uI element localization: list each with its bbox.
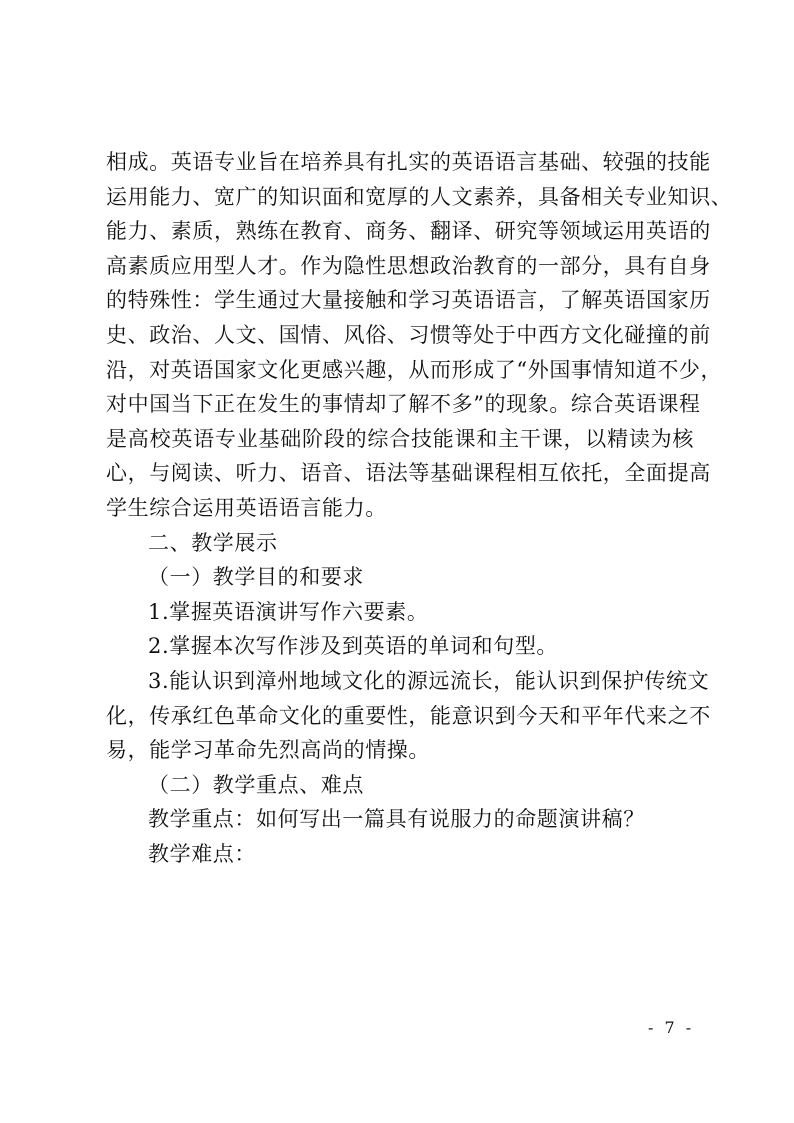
- key-point-text: 教学重点：如何写出一篇具有说服力的命题演讲稿？: [148, 807, 645, 832]
- subsection-heading-key-points: （二）教学重点、难点: [148, 772, 364, 797]
- difficult-point-text: 教学难点：: [148, 841, 256, 866]
- paragraph-line: 高素质应用型人才。作为隐性思想政治教育的一部分，具有自身: [106, 253, 711, 278]
- section-heading: 二、教学展示: [148, 530, 278, 555]
- page-number: - 7 -: [648, 1018, 695, 1037]
- paragraph-line: 沿，对英语国家文化更感兴趣，从而形成了“外国事情知道不少，: [106, 357, 723, 382]
- paragraph-line: 是高校英语专业基础阶段的综合技能课和主干课，以精读为核: [106, 426, 694, 451]
- paragraph-line: 运用能力、宽广的知识面和宽厚的人文素养，具备相关专业知识、: [106, 184, 733, 209]
- paragraph-line: 的特殊性：学生通过大量接触和学习英语语言，了解英语国家历: [106, 288, 711, 313]
- paragraph-line: 相成。英语专业旨在培养具有扎实的英语语言基础、较强的技能: [106, 150, 711, 174]
- paragraph-line: 心，与阅读、听力、语音、语法等基础课程相互依托，全面提高: [106, 461, 711, 486]
- objective-item-3-line: 3.能认识到漳州地域文化的源远流长，能认识到保护传统文: [148, 668, 710, 693]
- objective-item-2: 2.掌握本次写作涉及到英语的单词和句型。: [148, 634, 559, 659]
- paragraph-line: 对中国当下正在发生的事情却了解不多”的现象。综合英语课程: [106, 392, 701, 417]
- objective-item-1: 1.掌握英语演讲写作六要素。: [148, 599, 429, 624]
- objective-item-3-line: 化，传承红色革命文化的重要性，能意识到今天和平年代来之不: [106, 703, 711, 728]
- paragraph-line: 史、政治、人文、国情、风俗、习惯等处于中西方文化碰撞的前: [106, 322, 711, 347]
- objective-item-3-line: 易，能学习革命先烈高尚的情操。: [106, 738, 430, 763]
- paragraph-line: 能力、素质，熟练在教育、商务、翻译、研究等领域运用英语的: [106, 219, 711, 244]
- body-text: [106, 145, 733, 871]
- paragraph-line: 学生综合运用英语语言能力。: [106, 495, 387, 520]
- subsection-heading-objectives: （一）教学目的和要求: [148, 565, 364, 590]
